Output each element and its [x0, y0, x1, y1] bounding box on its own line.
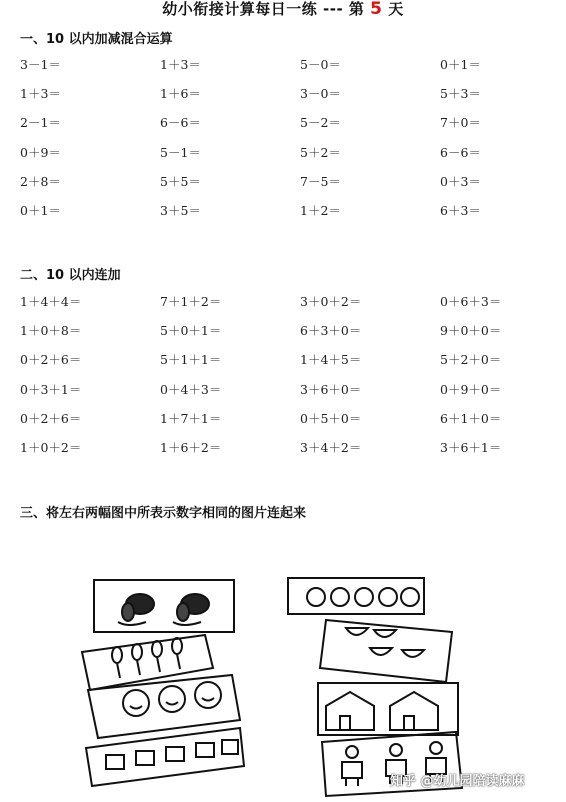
exercise-item: 3－0＝ [300, 86, 341, 102]
dog-icon [173, 594, 209, 625]
exercise-item: 0＋6＋3＝ [440, 294, 502, 309]
exercise-item: 6－6＝ [160, 115, 201, 131]
watermark: 知乎 @幼儿园陪读麻麻 [390, 774, 525, 789]
exercise-item: 3＋4＋2＝ [300, 439, 362, 455]
exercise-item: 5－1＝ [160, 144, 201, 160]
exercise-item: 3＋6＋0＝ [300, 381, 362, 397]
four-spoons-card [82, 635, 213, 690]
exercise-item: 0＋9＝ [20, 144, 61, 160]
exercise-item: 1＋7＋1＝ [160, 410, 222, 426]
two-houses-card [318, 683, 458, 735]
section-heading-2: 二、10 以内连加 [20, 268, 121, 283]
title-main: 幼小衔接计算每日一练 --- 第 [162, 0, 365, 18]
five-circles-card [288, 578, 424, 614]
exercise-item: 0＋9＋0＝ [440, 381, 502, 397]
exercise-item: 5＋1＋1＝ [160, 352, 222, 368]
exercise-item: 1＋6＝ [160, 86, 201, 102]
exercise-item: 5＋0＋1＝ [160, 323, 222, 339]
section-heading-1: 一、10 以内加减混合运算 [20, 32, 173, 47]
exercise-item: 9＋0＋0＝ [440, 323, 502, 339]
exercise-item: 3＋0＋2＝ [300, 294, 362, 309]
exercise-item: 1＋2＝ [300, 202, 341, 218]
three-faces-card [88, 675, 240, 738]
exercise-item: 2＋8＝ [20, 173, 61, 189]
exercise-item: 1＋0＋2＝ [20, 439, 82, 455]
exercise-item: 7－5＝ [300, 173, 341, 189]
two-dogs-card [94, 580, 234, 632]
exercise-item: 6＋1＋0＝ [440, 410, 502, 426]
exercise-item: 0＋2＋6＝ [20, 410, 82, 426]
exercise-item: 5＋2＝ [300, 144, 341, 160]
title-day-number: 5 [370, 0, 383, 19]
dog-icon [118, 594, 154, 625]
section-heading-3: 三、将左右两幅图中所表示数字相同的图片连起来 [20, 506, 307, 521]
exercise-item: 3＋6＋1＝ [440, 439, 502, 455]
exercise-item: 5＋3＝ [440, 86, 481, 102]
exercise-item: 5＋5＝ [160, 173, 201, 189]
exercise-item: 3＋5＝ [160, 202, 201, 218]
exercise-item: 3－1＝ [20, 57, 61, 72]
exercise-item: 6＋3＝ [440, 202, 481, 218]
exercise-item: 0＋3＋1＝ [20, 381, 82, 397]
exercise-item: 1＋6＋2＝ [160, 439, 222, 455]
exercise-item: 0＋1＝ [440, 57, 481, 72]
exercise-item: 0＋1＝ [20, 202, 61, 218]
exercise-item: 7＋1＋2＝ [160, 294, 222, 309]
exercise-item: 5－0＝ [300, 57, 341, 72]
exercise-item: 0＋3＝ [440, 173, 481, 189]
exercise-item: 1＋4＋5＝ [300, 352, 362, 368]
exercise-item: 7＋0＝ [440, 115, 481, 131]
exercise-item: 1＋3＝ [20, 86, 61, 102]
exercise-item: 1＋3＝ [160, 57, 201, 72]
exercise-item: 6－6＝ [440, 144, 481, 160]
exercise-item: 6＋3＋0＝ [300, 323, 362, 339]
exercise-item: 0＋4＋3＝ [160, 381, 222, 397]
exercise-item: 0＋5＋0＝ [300, 410, 362, 426]
exercise-item: 5－2＝ [300, 115, 341, 131]
four-bowls-card [320, 620, 452, 682]
exercise-item: 5＋2＋0＝ [440, 352, 502, 368]
exercise-item: 0＋2＋6＝ [20, 352, 82, 368]
exercise-item: 1＋4＋4＝ [20, 294, 82, 309]
title-suffix: 天 [388, 0, 404, 18]
exercise-item: 2－1＝ [20, 115, 61, 131]
exercise-item: 1＋0＋8＝ [20, 323, 82, 339]
